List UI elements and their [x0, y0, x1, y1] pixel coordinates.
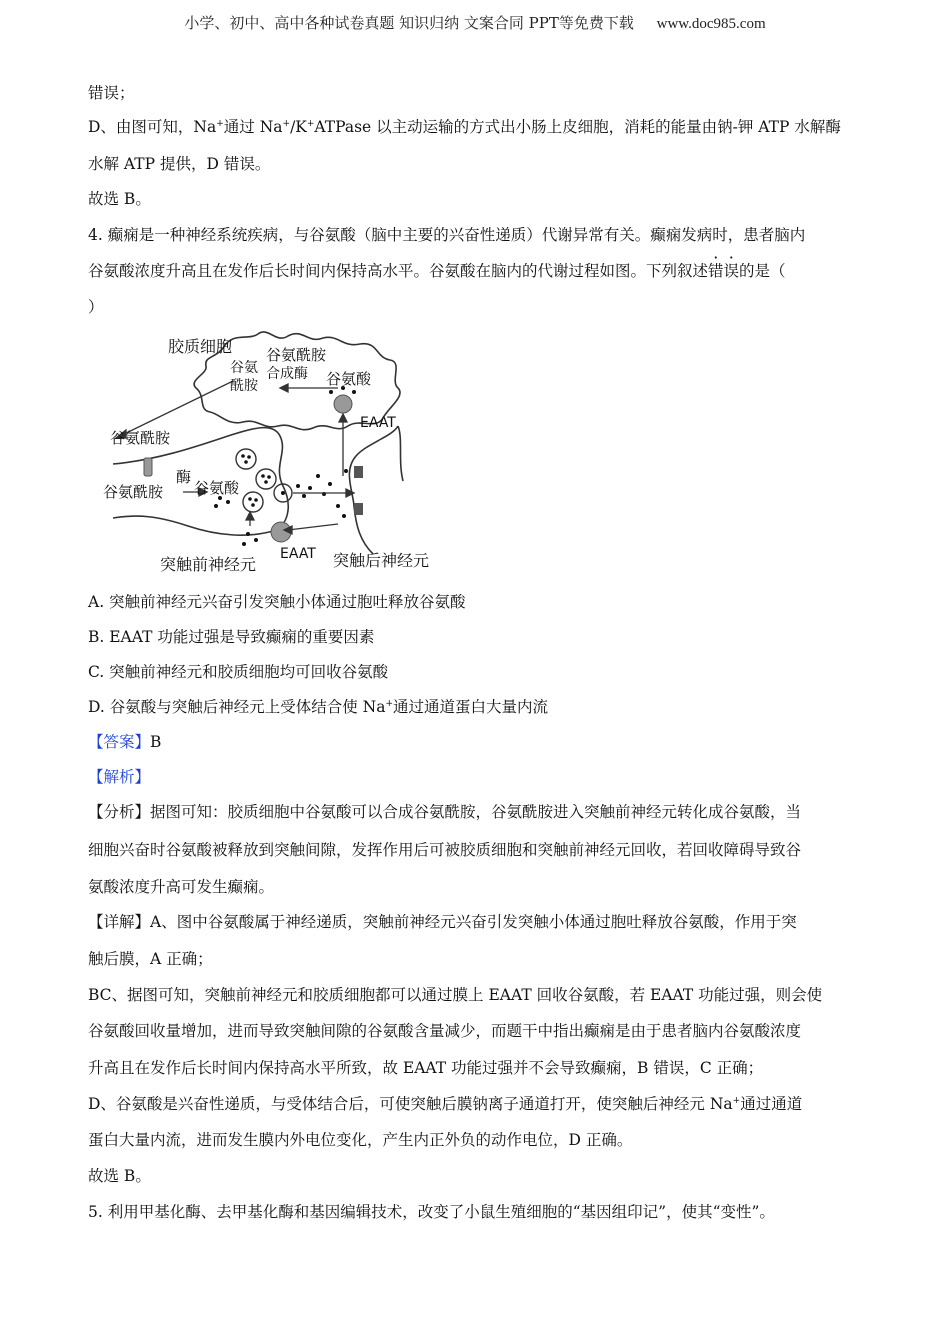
vesicle — [243, 492, 263, 512]
label-glutamine-left-bottom: 谷氨酰胺 — [103, 483, 164, 501]
detail-text: 升高且在发作后长时间内保持高水平所致，故 EAAT 功能过强并不会导致癫痫，B 错误，C 正确； — [88, 1059, 764, 1077]
label-glutamine-left-top: 谷氨酰胺 — [110, 429, 171, 447]
receptor-top — [354, 466, 363, 478]
label-enzyme: 酶 — [176, 468, 192, 486]
detail-text: 触后膜，A 正确； — [88, 950, 213, 968]
vesicle — [256, 469, 276, 489]
analysis-heading: 【解析】 — [88, 768, 151, 786]
postsynaptic-neuron-outline — [349, 426, 403, 554]
diagram-svg — [98, 326, 450, 576]
label-glutamine-mid: 酰胺 — [230, 378, 258, 394]
label-eaat-bottom: EAAT — [280, 546, 316, 562]
detail-text: BC、据图可知，突触前神经元和胶质细胞都可以通过膜上 EAAT 回收谷氨酸，若 EAAT 功能过强，则会使 — [88, 986, 823, 1004]
label-glutamine-top: 谷氨酰胺 — [266, 346, 327, 364]
detail-text: 蛋白大量内流，进而发生膜内外电位变化，产生内正外负的动作电位，D 正确。 — [88, 1131, 633, 1149]
emphasis-char: 误 — [723, 262, 740, 280]
text-line: 故选 B。 — [88, 190, 151, 208]
label-glutamate-mid: 谷氨酸 — [194, 479, 240, 497]
label-presynaptic-neuron: 突触前神经元 — [160, 555, 257, 574]
detail-text: 【详解】A、图中谷氨酸属于神经递质，突触前神经元兴奋引发突触小体通过胞吐释放谷氨酸，作用于突 — [88, 913, 797, 931]
option-d[interactable]: D. 谷氨酸与突触后神经元上受体结合使 Na+通过通道蛋白大量内流 — [88, 698, 549, 716]
text-line: D、由图可知，Na+通过 Na+/K+ATPase 以主动运输的方式出小肠上皮细胞，消耗的能量由钠-钾 ATP 水解酶 — [88, 118, 841, 136]
detail-text: 谷氨酸回收量增加，进而导致突触间隙的谷氨酸含量减少，而题干中指出癫痫是由于患者脑内谷氨酸浓度 — [88, 1022, 802, 1040]
page-header — [0, 12, 950, 33]
header-text: 小学、初中、高中各种试卷真题 知识归纳 文案合同 PPT等免费下载 — [184, 14, 634, 32]
label-postsynaptic-neuron: 突触后神经元 — [333, 551, 430, 570]
label-synthase-1: 谷氨 — [230, 360, 258, 376]
glutamine-transporter — [144, 458, 152, 476]
glutamate-metabolism-diagram — [98, 326, 450, 576]
text-line: 错误； — [88, 84, 135, 102]
answer-label: 【答案】 — [88, 733, 151, 751]
option-a[interactable]: A. 突触前神经元兴奋引发突触小体通过胞吐释放谷氨酸 — [88, 593, 466, 611]
vesicle — [236, 449, 256, 469]
question-5-stem: 5. 利用甲基化酶、去甲基化酶和基因编辑技术，改变了小鼠生殖细胞的“基因组印记”，使其“变性”。 — [88, 1203, 775, 1221]
answer-line — [88, 732, 161, 752]
question-4-stem: 谷氨酸浓度升高且在发作后长时间内保持高水平。谷氨酸在脑内的代谢过程如图。下列叙述错误的是（ — [88, 262, 786, 280]
emphasis-char: 错 — [708, 262, 724, 280]
analysis-text: 氨酸浓度升高可发生癫痫。 — [88, 878, 275, 896]
option-b[interactable]: B. EAAT 功能过强是导致癫痫的重要因素 — [88, 628, 375, 646]
label-glutamate-top: 谷氨酸 — [326, 370, 372, 388]
analysis-text: 【分析】据图可知：胶质细胞中谷氨酸可以合成谷氨酰胺，谷氨酰胺进入突触前神经元转化成谷氨酸，当 — [88, 803, 802, 821]
answer-value: B — [150, 733, 162, 751]
question-4-stem: 4. 癫痫是一种神经系统疾病，与谷氨酸（脑中主要的兴奋性递质）代谢异常有关。癫痫发病时，患者脑内 — [88, 226, 806, 244]
option-c[interactable]: C. 突触前神经元和胶质细胞均可回收谷氨酸 — [88, 663, 389, 681]
label-synthase-2: 合成酶 — [266, 366, 308, 382]
detail-text: 故选 B。 — [88, 1167, 151, 1185]
header-url[interactable]: www.doc985.com — [656, 16, 766, 32]
label-glial-cell: 胶质细胞 — [168, 337, 233, 356]
label-eaat-top: EAAT — [360, 415, 396, 431]
text-line: 水解 ATP 提供，D 错误。 — [88, 155, 271, 173]
receptor-bottom — [354, 503, 363, 515]
analysis-text: 细胞兴奋时谷氨酸被释放到突触间隙，发挥作用后可被胶质细胞和突触前神经元回收，若回收障碍导致谷 — [88, 841, 802, 859]
question-4-stem: ） — [88, 298, 104, 316]
detail-text: D、谷氨酸是兴奋性递质，与受体结合后，可使突触后膜钠离子通道打开，使突触后神经元 Na+通过通道 — [88, 1095, 803, 1113]
eaat-transporter-top — [334, 395, 352, 413]
